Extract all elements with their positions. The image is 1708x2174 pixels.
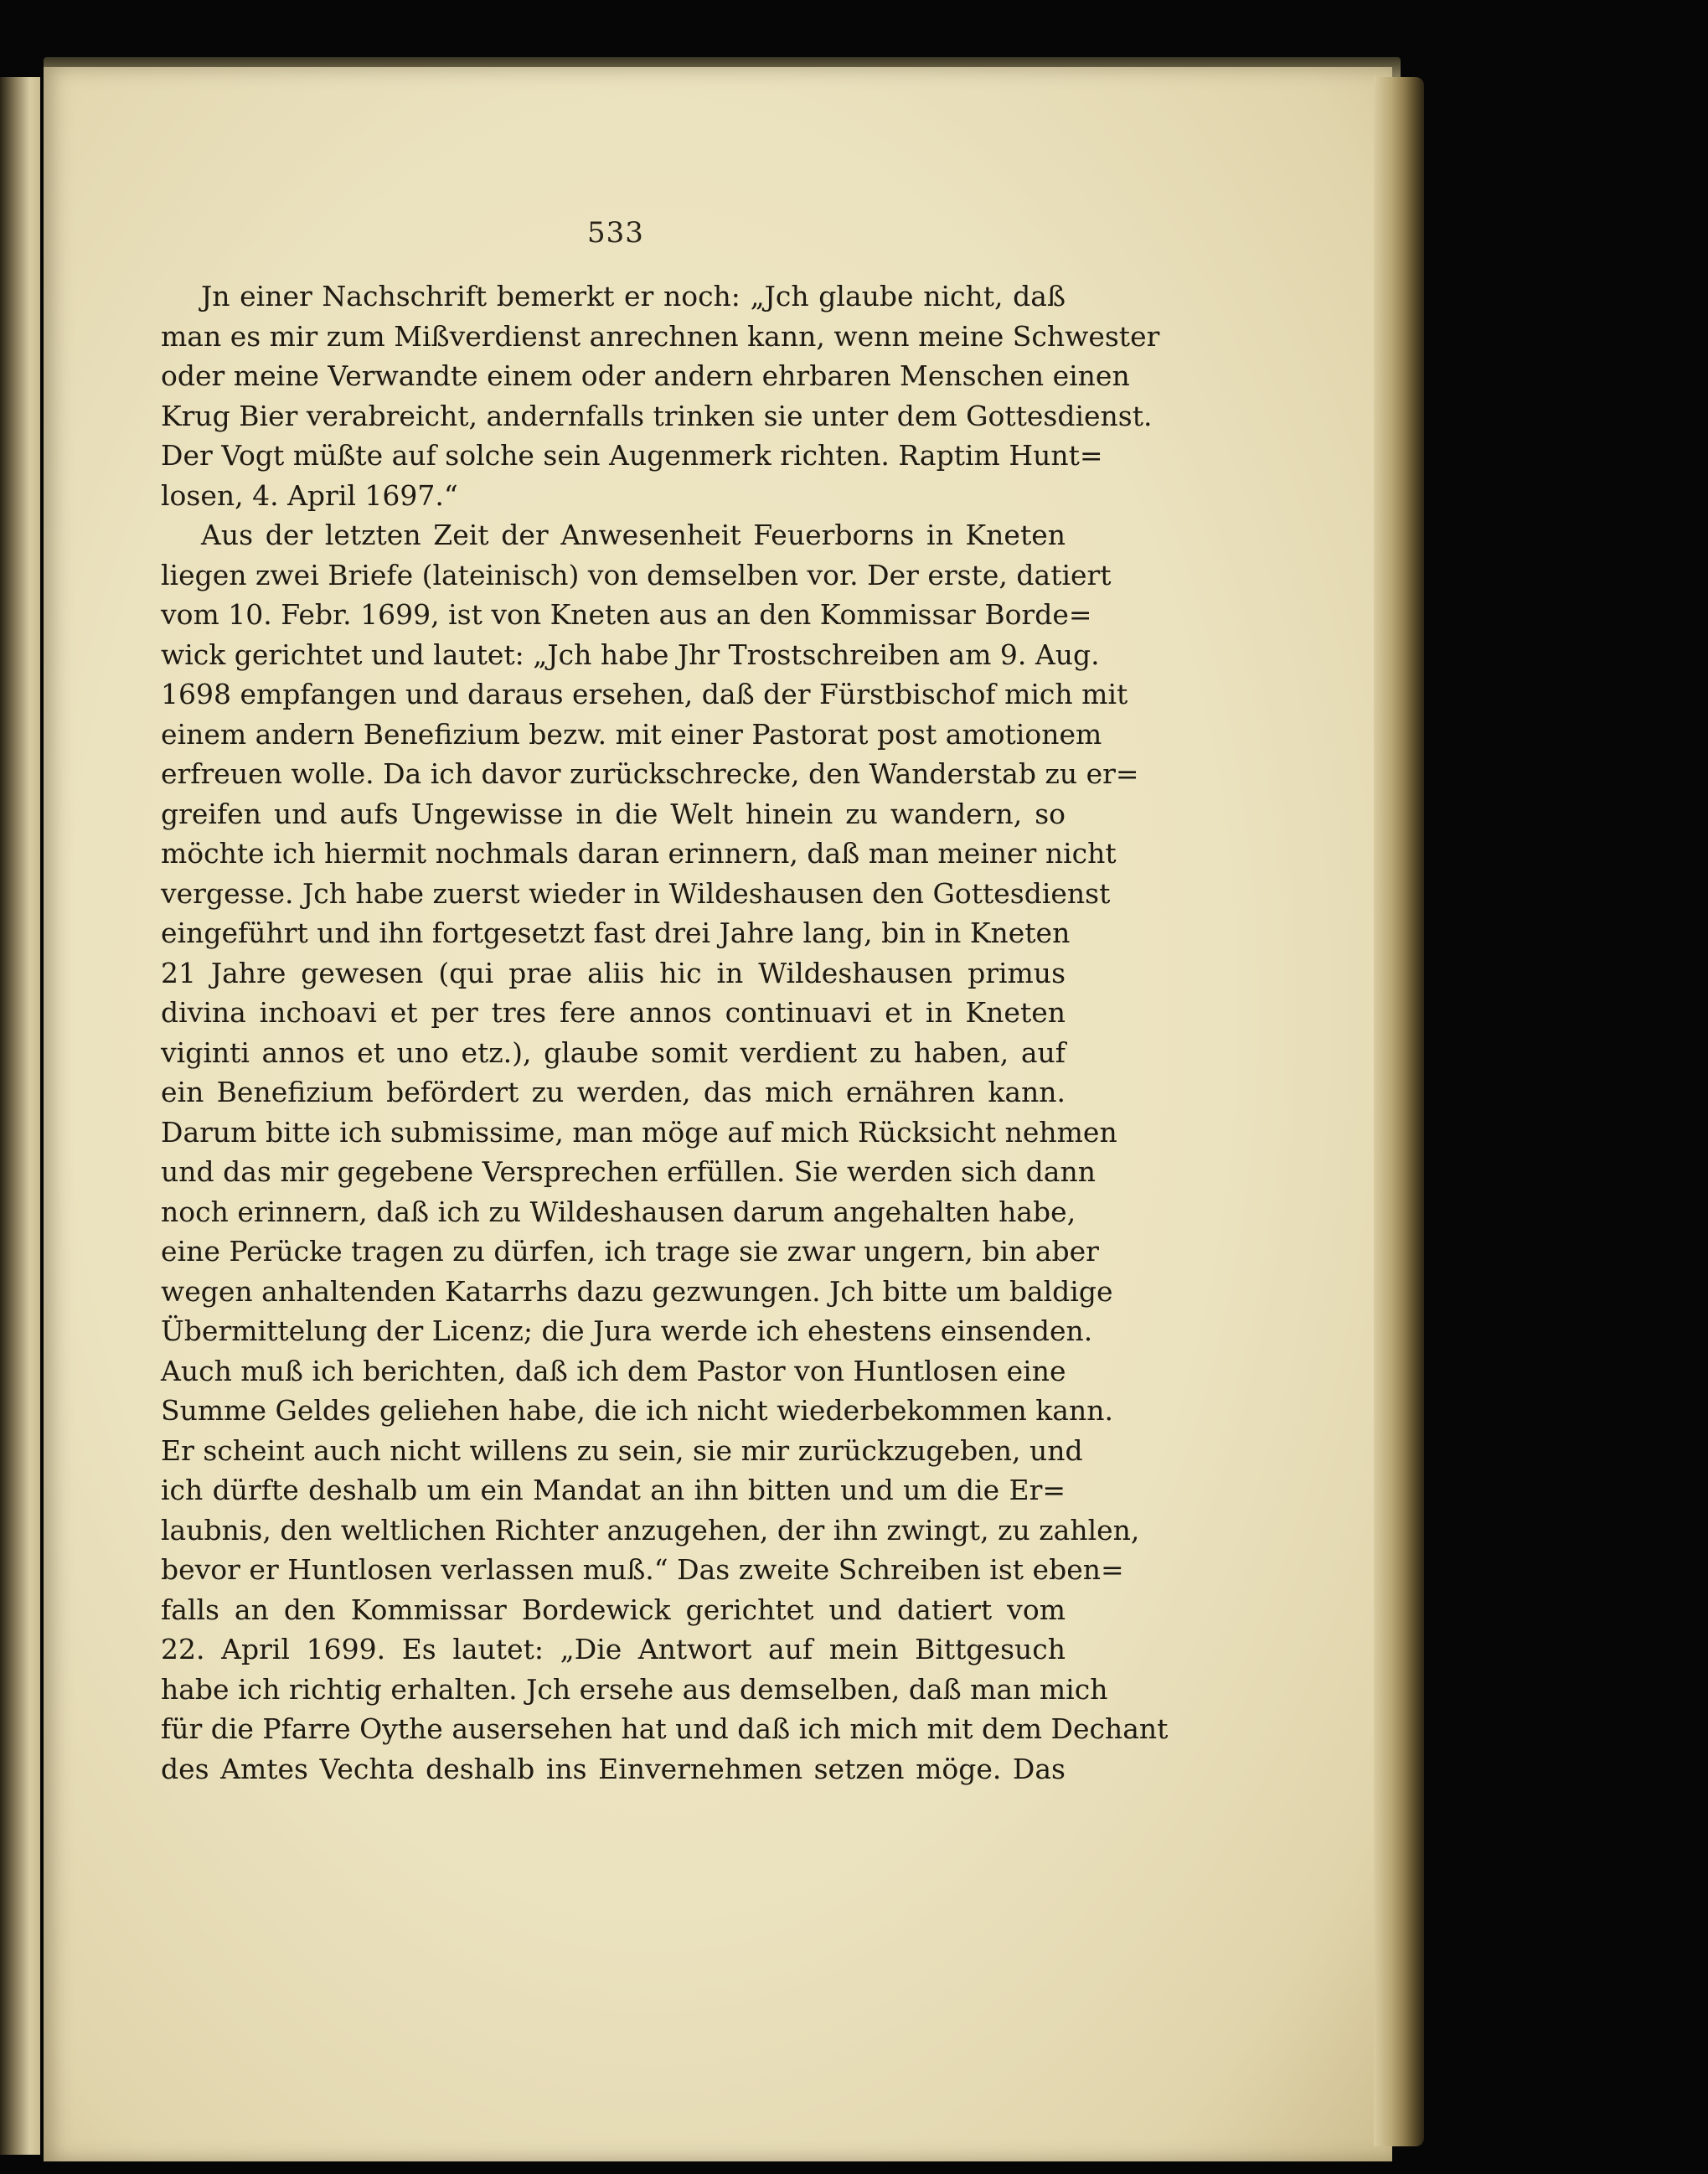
text-line: wick gerichtet und lautet: „Jch habe Jhr Trostschreiben am 9. Aug. (161, 638, 1100, 671)
text-line: eingeführt und ihn fortgesetzt fast drei Jahre lang, bin in Kneten (161, 917, 1071, 949)
body-text (161, 276, 1169, 1789)
text-line: Jn einer Nachschrift bemerkt er noch: „Jch glaube nicht, daß (201, 280, 1066, 312)
text-line: bevor er Huntlosen verlassen muß.“ Das zweite Schreiben ist eben= (161, 1553, 1124, 1586)
text-line: liegen zwei Briefe (lateinisch) von demselben vor. Der erste, datiert (161, 558, 1112, 591)
text-line: 1698 empfangen und daraus ersehen, daß der Fürstbischof mich mit (161, 678, 1128, 710)
text-line: Er scheint auch nicht willens zu sein, sie mir zurückzugeben, und (161, 1433, 1083, 1467)
text-line: man es mir zum Mißverdienst anrechnen kann, wenn meine Schwester (161, 319, 1160, 353)
text-line: möchte ich hiermit nochmals daran erinnern, daß man meiner nicht (161, 837, 1117, 870)
text-line: ein Benefizium befördert zu werden, das mich ernähren kann. (161, 1076, 1066, 1108)
text-line: viginti annos et uno etz.), glaube somit verdient zu haben, auf (161, 1035, 1066, 1069)
text-line: Der Vogt müßte auf solche sein Augenmerk richten. Raptim Hunt= (161, 439, 1103, 472)
text-line: erfreuen wolle. Da ich davor zurückschrecke, den Wanderstab zu er= (161, 757, 1139, 790)
text-line: wegen anhaltenden Katarrhs dazu gezwungen. Jch bitte um baldige (161, 1274, 1113, 1308)
text-line: 21 Jahre gewesen (qui prae aliis hic in Wildeshausen primus (161, 956, 1066, 989)
text-line: und das mir gegebene Versprechen erfüllen. Sie werden sich dann (161, 1155, 1096, 1188)
text-line: noch erinnern, daß ich zu Wildeshausen darum angehalten habe, (161, 1195, 1076, 1228)
text-line: des Amtes Vechta deshalb ins Einvernehmen setzen möge. Das (161, 1752, 1066, 1785)
text-line: falls an den Kommissar Bordewick gerichtet und datiert vom (161, 1593, 1066, 1626)
text-line: Aus der letzten Zeit der Anwesenheit Feuerborns in Kneten (201, 519, 1066, 551)
facing-page-edge (0, 77, 40, 2155)
text-line: Summe Geldes geliehen habe, die ich nicht wiederbekommen kann. (161, 1394, 1113, 1427)
text-line: eine Perücke tragen zu dürfen, ich trage sie zwar ungern, bin aber (161, 1235, 1099, 1268)
text-line: Auch muß ich berichten, daß ich dem Pastor von Huntlosen eine (161, 1354, 1066, 1387)
text-line: 22. April 1699. Es lautet: „Die Antwort auf mein Bittgesuch (161, 1633, 1066, 1665)
text-line: laubnis, den weltlichen Richter anzugehen, der ihn zwingt, zu zahlen, (161, 1513, 1140, 1547)
page-fore-edge (1374, 77, 1424, 2146)
text-line: habe ich richtig erhalten. Jch ersehe aus demselben, daß man mich (161, 1672, 1108, 1706)
text-line: für die Pfarre Oythe ausersehen hat und daß ich mich mit dem Dechant (161, 1712, 1169, 1745)
text-line: vergesse. Jch habe zuerst wieder in Wildeshausen den Gottesdienst (161, 876, 1111, 910)
text-line: Krug Bier verabreicht, andernfalls trinken sie unter dem Gottesdienst. (161, 399, 1153, 432)
text-line: losen, 4. April 1697.“ (161, 478, 458, 512)
text-line: oder meine Verwandte einem oder andern ehrbaren Menschen einen (161, 359, 1130, 392)
text-line: ich dürfte deshalb um ein Mandat an ihn bitten und um die Er= (161, 1474, 1066, 1506)
text-line: Darum bitte ich submissime, man möge auf mich Rücksicht nehmen (161, 1115, 1117, 1149)
page-number: 533 (587, 216, 644, 250)
text-line: greifen und aufs Ungewisse in die Welt hinein zu wandern, so (161, 797, 1066, 830)
text-line: vom 10. Febr. 1699, ist von Kneten aus an den Kommissar Borde= (161, 598, 1092, 631)
text-line: divina inchoavi et per tres fere annos continuavi et in Kneten (161, 996, 1066, 1029)
text-line: einem andern Benefizium bezw. mit einer Pastorat post amotionem (161, 717, 1102, 751)
text-line: Übermittelung der Licenz; die Jura werde ich ehestens einsenden. (161, 1314, 1093, 1347)
